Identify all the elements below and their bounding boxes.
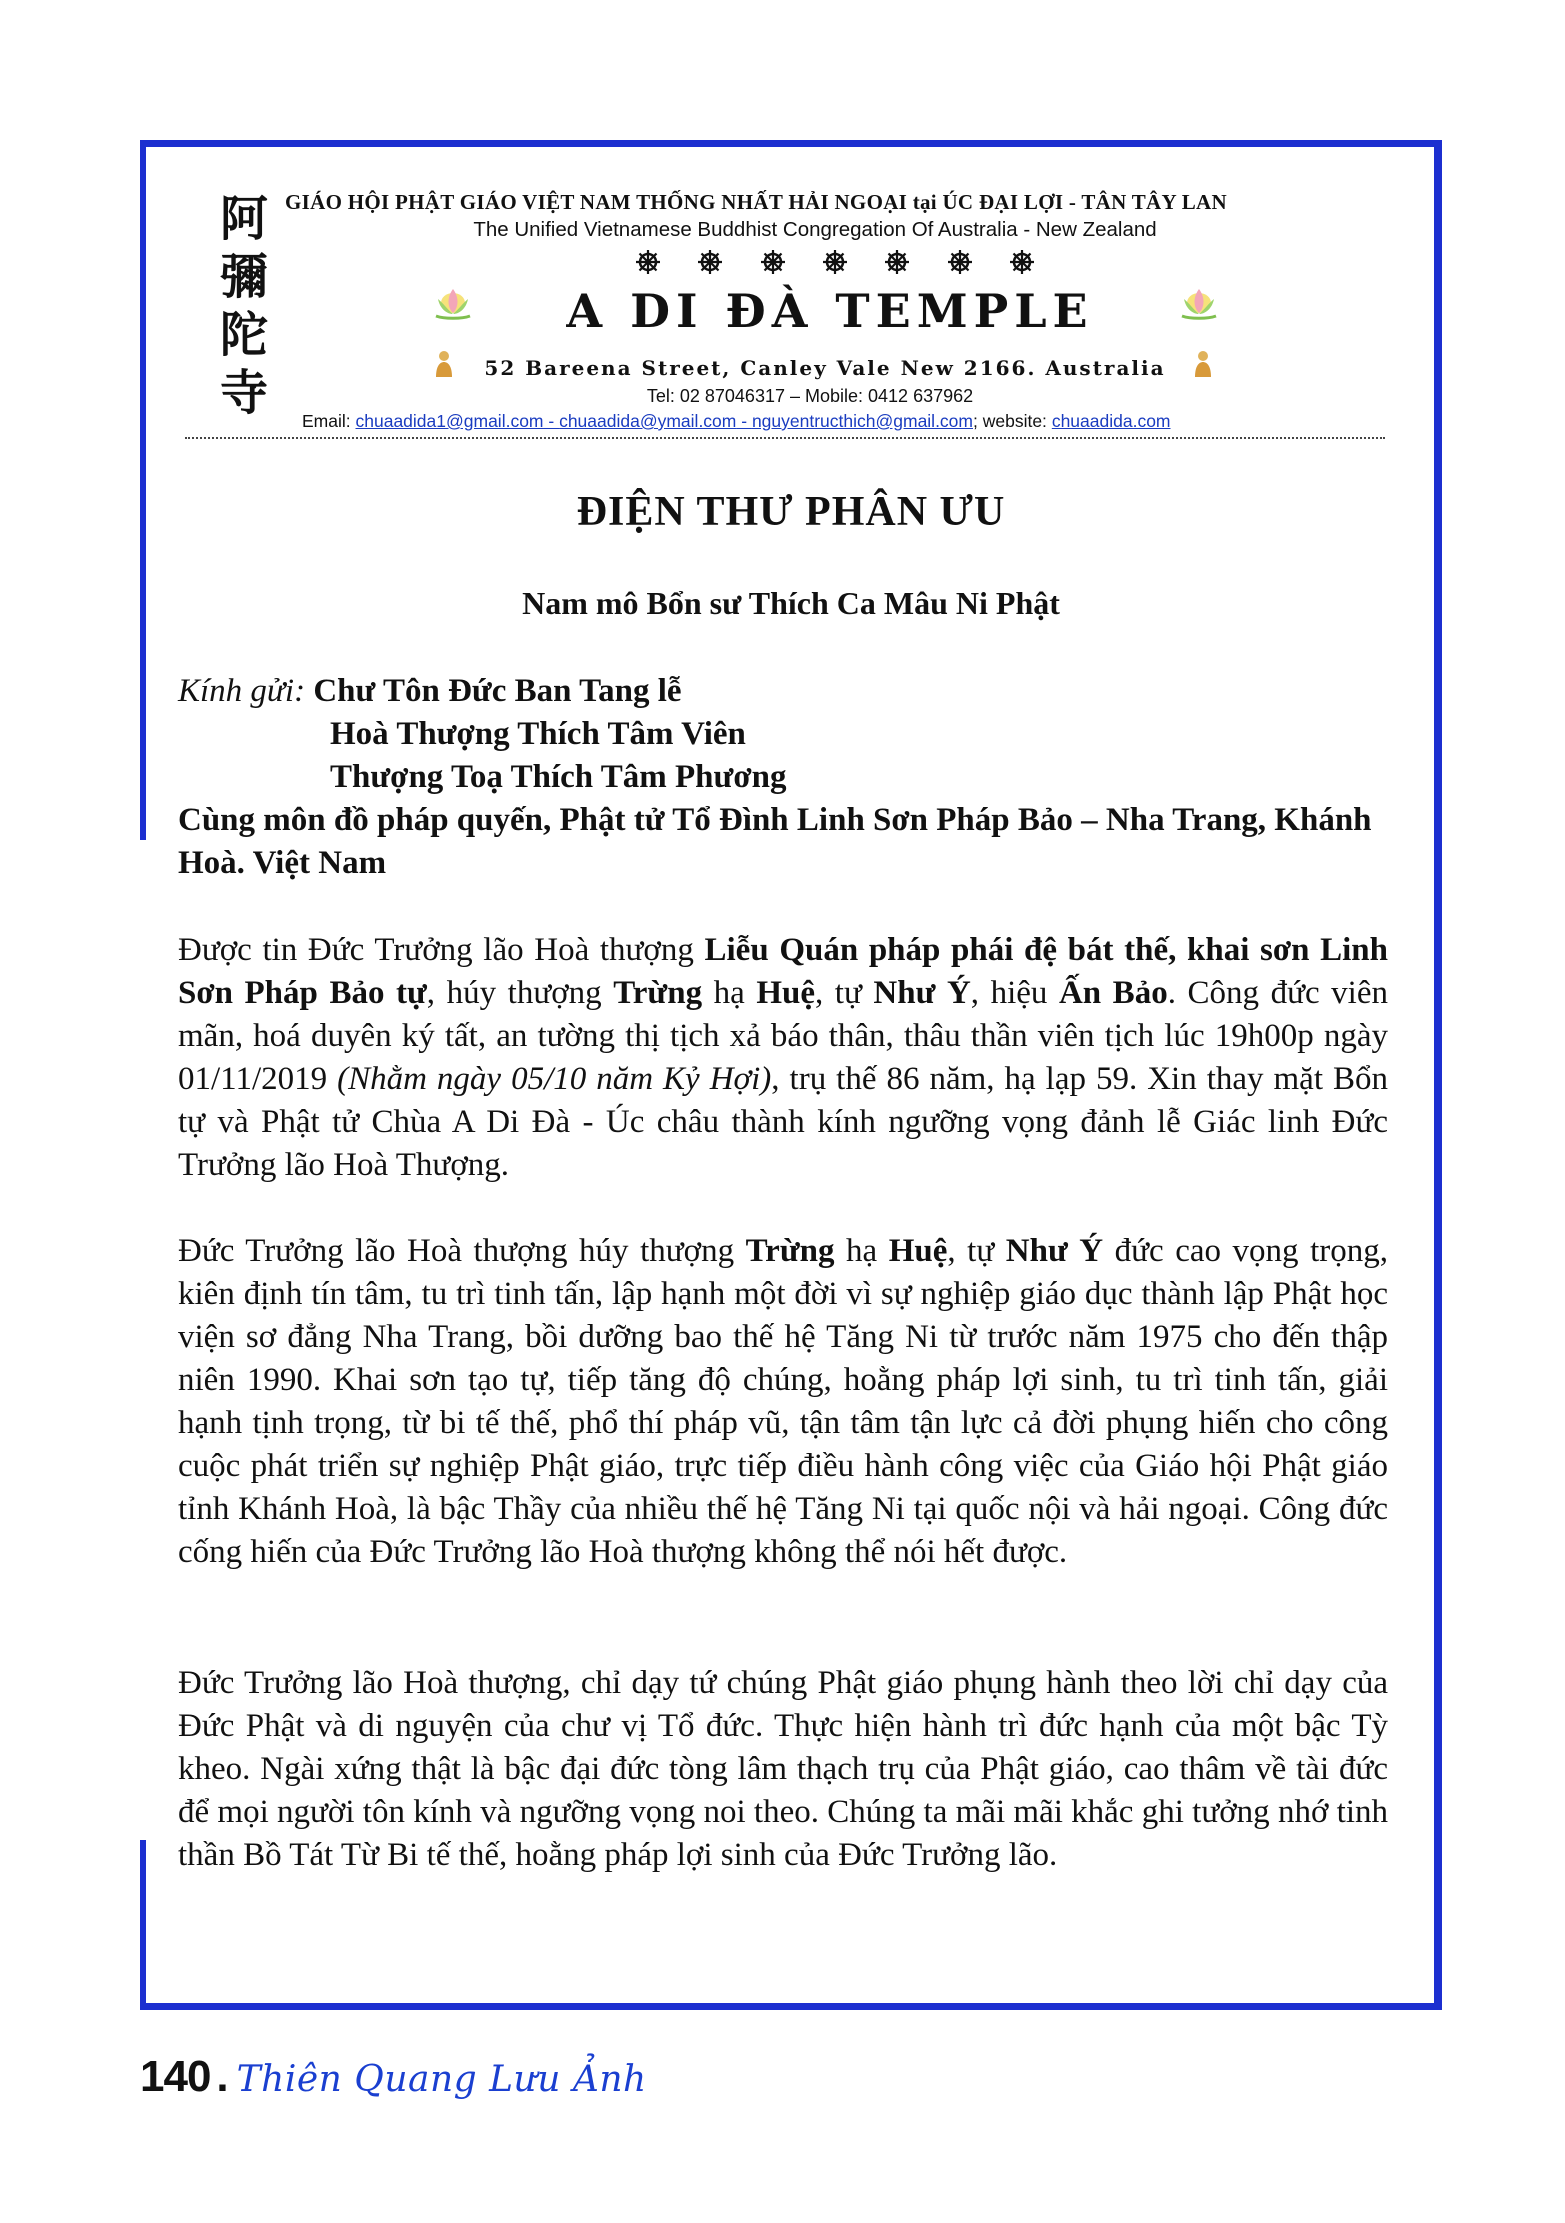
bold-run: Ấn Bảo [1058, 975, 1168, 1011]
text-run: Được tin Đức Trưởng lão Hoà thượng [178, 932, 705, 968]
buddha-figure-icon-right [1192, 349, 1214, 379]
page-number: 140 [140, 2052, 211, 2101]
temple-seal-calligraphy [203, 183, 285, 423]
paragraph-2 [178, 1230, 1388, 1574]
dharma-wheel-row [635, 249, 1035, 277]
text-run: , tự [947, 1233, 1006, 1269]
lotus-icon-right [1176, 283, 1222, 323]
contact-email-row [302, 411, 1382, 432]
text-run: , trụ thế 86 năm, hạ lạp 59. Xin thay mặt Bổn tự và Phật tử Chùa A Di Đà - Úc châu thành kính ngưỡng vọng đảnh lễ Giác linh Đức Trưởng lão Hoà Thượng. [178, 1061, 1388, 1183]
bold-run: Trừng [613, 975, 703, 1011]
seal-char-1: 阿 [219, 191, 269, 247]
email-separator: - [736, 411, 752, 431]
paragraph-1 [178, 929, 1388, 1187]
lotus-icon-left [430, 283, 476, 323]
dharma-wheel-icon [1009, 249, 1035, 275]
bold-run: Huệ [756, 975, 815, 1011]
recipient-1: Chư Tôn Đức Ban Tang lễ [313, 673, 682, 709]
frame-left-border-bottom [140, 1840, 146, 2010]
bold-run: Như Ý [873, 975, 971, 1011]
email-link-1[interactable]: chuaadida1@gmail.com [355, 411, 544, 431]
temple-name: A DI ĐÀ TEMPLE [566, 284, 1094, 338]
salutation-block [178, 670, 1388, 885]
dharma-wheel-icon [760, 249, 786, 275]
frame-bottom-border [140, 2003, 1442, 2010]
recipients-line: Cùng môn đồ pháp quyến, Phật tử Tổ Đình Linh Sơn Pháp Bảo – Nha Trang, Khánh Hoà. Việt Nam [178, 802, 1372, 881]
seal-char-3: 陀 [219, 307, 269, 363]
italic-run: (Nhằm ngày 05/10 năm Kỷ Hợi) [337, 1061, 772, 1097]
email-label: Email: [302, 411, 351, 431]
text-run: đức cao vọng trọng, kiên định tín tâm, tu trì tinh tấn, lập hạnh một đời vì sự nghiệp giáo dục thành lập Phật học viện sơ đẳng Nha Trang, bồi dưỡng bao thế hệ Tăng Ni từ trước năm 1975 cho đến thập niên 1990. Khai sơn tạo tự, tiếp tăng độ chúng, hoằng pháp lợi sinh, tu trì tinh tấn, giải hạnh tịnh trọng, từ bi tế thế, phổ thí pháp vũ, tận tâm tận lực cả đời phụng hiến cho công cuộc phát triển sự nghiệp Phật giáo, trực tiếp điều hành công việc của Giáo hội Phật giáo tỉnh Khánh Hoà, là bậc Thầy của nhiều thế hệ Tăng Ni tại quốc nội và hải ngoại. Công đức cống hiến của Đức Trưởng lão Hoà thượng không thể nói hết được. [178, 1233, 1388, 1570]
dharma-wheel-icon [822, 249, 848, 275]
congregation-name-vi: GIÁO HỘI PHẬT GIÁO VIỆT NAM THỐNG NHẤT HẢI NGOẠI tại ÚC ĐẠI LỢI - TÂN TÂY LAN [285, 190, 1227, 214]
text-run: , tự [815, 975, 874, 1011]
bold-run: Như Ý [1005, 1233, 1104, 1269]
text-run: Đức Trưởng lão Hoà thượng húy thượng [178, 1233, 746, 1269]
dharma-wheel-icon [947, 249, 973, 275]
dharma-wheel-icon [884, 249, 910, 275]
seal-char-2: 彌 [219, 249, 269, 305]
recipient-3: Thượng Toạ Thích Tâm Phương [330, 759, 787, 795]
recipient-2: Hoà Thượng Thích Tâm Viên [330, 716, 746, 752]
text-run: , hiệu [970, 975, 1059, 1011]
seal-char-4: 寺 [219, 365, 269, 421]
congregation-name-en: The Unified Vietnamese Buddhist Congregation Of Australia - New Zealand [473, 218, 1157, 241]
publication-name: Thiên Quang Lưu Ảnh [236, 2059, 647, 2100]
paragraph-3: Đức Trưởng lão Hoà thượng, chỉ dạy tứ chúng Phật giáo phụng hành theo lời chỉ dạy của Đức Phật và di nguyện của chư vị Tổ đức. Thực hiện hành trì đức hạnh của một bậc Tỳ kheo. Ngài xứng thật là bậc đại đức tòng lâm thạch trụ của Phật giáo, cao thâm về tài đức để mọi người tôn kính và ngưỡng vọng noi theo. Chúng ta mãi mãi khắc ghi tưởng nhớ tinh thần Bồ Tát Từ Bi tế thế, hoằng pháp lợi sinh của Đức Trưởng lão. [178, 1665, 1388, 1873]
text-run: , húy thượng [426, 975, 614, 1011]
page-footer [140, 2052, 647, 2112]
invocation-line: Nam mô Bổn sư Thích Ca Mâu Ni Phật [522, 585, 1060, 621]
bold-run: Huệ [888, 1233, 948, 1269]
frame-top-border [140, 140, 1442, 147]
letterhead-divider [185, 437, 1385, 439]
website-link[interactable]: chuaadida.com [1051, 411, 1171, 431]
text-run: . Công đức viên mãn, hoá duyên ký tất, an tường thị tịch xả báo thân, thâu thần viên tịch lúc 19h00p ngày 01/11/2019 [178, 975, 1388, 1097]
salutation-label: Kính gửi: [178, 673, 306, 709]
email-separator: - [543, 411, 560, 431]
temple-address: 52 Bareena Street, Canley Vale New 2166. Australia [484, 356, 1166, 380]
email-link-2[interactable]: chuaadida@ymail.com [559, 411, 737, 431]
buddha-figure-icon-left [433, 349, 455, 379]
salutation-line-1 [178, 670, 1388, 713]
text-run: hạ [834, 1233, 889, 1269]
dharma-wheel-icon [635, 249, 661, 275]
email-link-3[interactable]: nguyentructhich@gmail.com [751, 411, 973, 431]
frame-right-border [1434, 140, 1442, 2010]
footer-dot: . [216, 2052, 229, 2101]
website-label: ; website: [973, 411, 1047, 431]
bold-run: Liễu Quán pháp phái đệ bát thế, khai sơn Linh Sơn Pháp Bảo tự [178, 932, 1389, 1011]
document-title: ĐIỆN THƯ PHÂN ƯU [576, 489, 1006, 535]
temple-phones: Tel: 02 87046317 – Mobile: 0412 637962 [646, 386, 974, 406]
text-run: hạ [702, 975, 757, 1011]
dharma-wheel-icon [697, 249, 723, 275]
bold-run: Trừng [745, 1233, 835, 1269]
